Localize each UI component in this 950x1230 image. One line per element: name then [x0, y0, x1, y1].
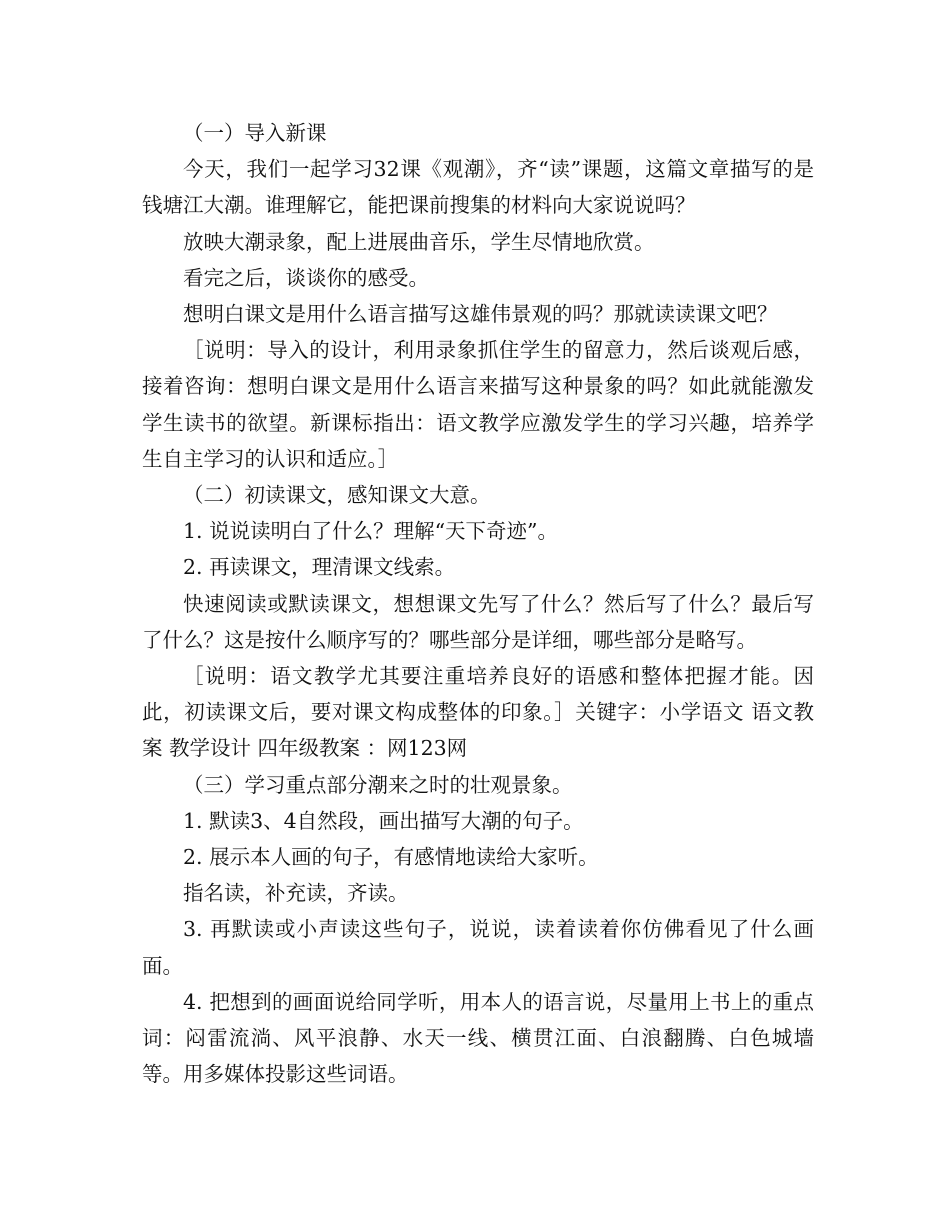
list-item: 1. 说说读明白了什么？理解“天下奇迹”。 — [183, 519, 559, 544]
document-page — [142, 115, 814, 1092]
section-heading-1: （一）导入新课 — [183, 121, 327, 145]
list-item: 2. 再读课文，理清课文线索。 — [183, 555, 456, 580]
section-heading-3: （三）学习重点部分潮来之时的壮观景象。 — [183, 772, 573, 797]
section-heading-2: （二）初读课文，感知课文大意。 — [183, 483, 491, 508]
paragraph: 快速阅读或默读课文，想想课文先写了什么？然后写了什么？最后写了什么？这是按什么顺序写的？哪些部分是详细，哪些部分是略写。 — [142, 591, 814, 652]
paragraph: 看完之后，谈谈你的感受。 — [183, 265, 429, 290]
note-paragraph: ［说明：语文教学尤其要注重培养良好的语感和整体把握才能。因此，初读课文后，要对课文构成整体的印象。］关键字：小学语文 语文教案 教学设计 四年级教案 ：网123网 — [142, 664, 814, 761]
paragraph: 今天，我们一起学习32课《观潮》，齐“读”课题，这篇文章描写的是钱塘江大潮。谁理解它，能把课前搜集的材料向大家说说吗？ — [142, 157, 814, 218]
list-item: 3. 再默读或小声读这些句子，说说，读着读着你仿佛看见了什么画面。 — [142, 917, 814, 978]
paragraph: 放映大潮录象，配上进展曲音乐，学生尽情地欣赏。 — [183, 229, 655, 254]
paragraph: 想明白课文是用什么语言描写这雄伟景观的吗？那就读读课文吧？ — [183, 302, 778, 327]
paragraph: 指名读，补充读，齐读。 — [183, 881, 409, 906]
list-item: 1. 默读3、4自然段，画出描写大潮的句子。 — [183, 808, 584, 833]
list-item: 4. 把想到的画面说给同学听，用本人的语言说，尽量用上书上的重点词：闷雷流淌、风平浪静、水天一线、横贯江面、白浪翻腾、白色城墙等。用多媒体投影这些词语。 — [142, 989, 814, 1087]
note-paragraph: ［说明：导入的设计，利用录象抓住学生的留意力，然后谈观后感，接着咨询：想明白课文是用什么语言来描写这种景象的吗？如此就能激发学生读书的欲望。新课标指出：语文教学应激发学生的学习兴趣，培养学生自主学习的认识和适应。］ — [142, 338, 814, 471]
list-item: 2. 展示本人画的句子，有感情地读给大家听。 — [183, 845, 599, 870]
